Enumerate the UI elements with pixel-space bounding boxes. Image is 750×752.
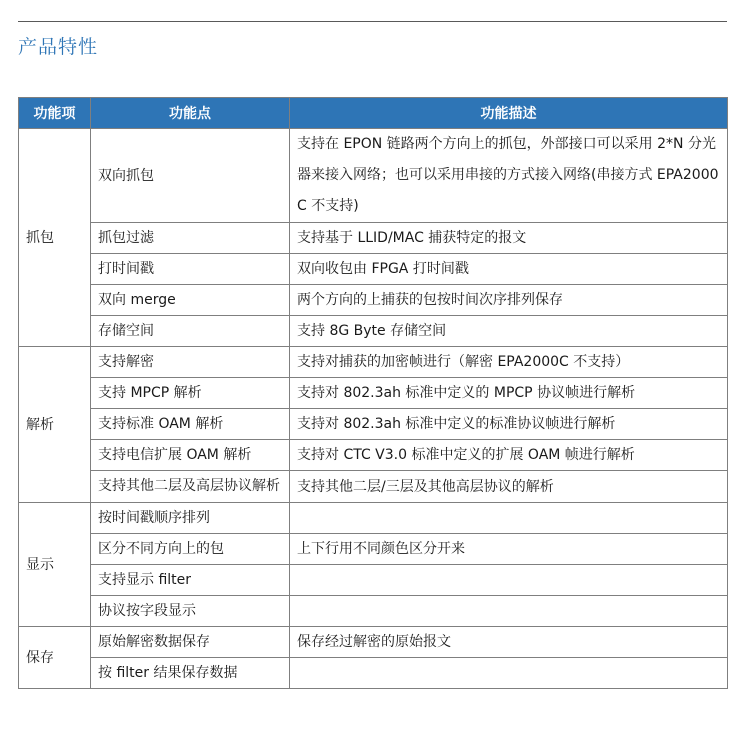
feature-description: 保存经过解密的原始报文 [290, 627, 728, 658]
feature-point: 支持 MPCP 解析 [91, 378, 290, 409]
table-row [19, 285, 728, 316]
feature-description: 支持对 802.3ah 标准中定义的 MPCP 协议帧进行解析 [290, 378, 728, 409]
feature-description: 支持在 EPON 链路两个方向上的抓包，外部接口可以采用 2*N 分光器来接入网络；也可以采用串接的方式接入网络(串接方式 EPA2000C 不支持) [290, 129, 728, 223]
feature-description: 支持对 802.3ah 标准中定义的标准协议帧进行解析 [290, 409, 728, 440]
feature-point: 区分不同方向上的包 [91, 534, 290, 565]
table-row [19, 440, 728, 471]
table-row [19, 129, 728, 223]
top-divider [18, 21, 727, 22]
feature-point: 支持其他二层及高层协议解析 [91, 471, 290, 503]
category-parse: 解析 [19, 347, 91, 503]
table-row [19, 378, 728, 409]
feature-point: 支持电信扩展 OAM 解析 [91, 440, 290, 471]
feature-point: 支持显示 filter [91, 565, 290, 596]
feature-point: 按 filter 结果保存数据 [91, 658, 290, 689]
feature-description: 支持对 CTC V3.0 标准中定义的扩展 OAM 帧进行解析 [290, 440, 728, 471]
header-description: 功能描述 [290, 98, 728, 129]
header-category: 功能项 [19, 98, 91, 129]
feature-point: 打时间戳 [91, 254, 290, 285]
table-row [19, 223, 728, 254]
feature-description: 双向收包由 FPGA 打时间戳 [290, 254, 728, 285]
table-row [19, 627, 728, 658]
table-row [19, 316, 728, 347]
feature-description [290, 503, 728, 534]
feature-point: 协议按字段显示 [91, 596, 290, 627]
table-row [19, 254, 728, 285]
feature-point: 按时间戳顺序排列 [91, 503, 290, 534]
feature-description [290, 565, 728, 596]
feature-description: 支持其他二层/三层及其他高层协议的解析 [290, 471, 728, 503]
section-title: 产品特性 [18, 36, 99, 58]
table-row [19, 565, 728, 596]
table-row [19, 503, 728, 534]
header-point: 功能点 [91, 98, 290, 129]
feature-point: 双向 merge [91, 285, 290, 316]
category-capture: 抓包 [19, 129, 91, 347]
feature-description: 上下行用不同颜色区分开来 [290, 534, 728, 565]
feature-description: 支持基于 LLID/MAC 捕获特定的报文 [290, 223, 728, 254]
category-save: 保存 [19, 627, 91, 689]
feature-point: 存储空间 [91, 316, 290, 347]
feature-table [18, 97, 728, 689]
table-row [19, 534, 728, 565]
feature-description: 支持对捕获的加密帧进行（解密 EPA2000C 不支持） [290, 347, 728, 378]
feature-description: 两个方向的上捕获的包按时间次序排列保存 [290, 285, 728, 316]
feature-description [290, 596, 728, 627]
table-row [19, 471, 728, 503]
table-row [19, 596, 728, 627]
feature-point: 双向抓包 [91, 129, 290, 223]
feature-description [290, 658, 728, 689]
table-row [19, 409, 728, 440]
feature-point: 支持标准 OAM 解析 [91, 409, 290, 440]
feature-description: 支持 8G Byte 存储空间 [290, 316, 728, 347]
table-row [19, 658, 728, 689]
table-header-row [19, 98, 728, 129]
category-display: 显示 [19, 503, 91, 627]
feature-point: 支持解密 [91, 347, 290, 378]
table-row [19, 347, 728, 378]
feature-point: 抓包过滤 [91, 223, 290, 254]
feature-point: 原始解密数据保存 [91, 627, 290, 658]
